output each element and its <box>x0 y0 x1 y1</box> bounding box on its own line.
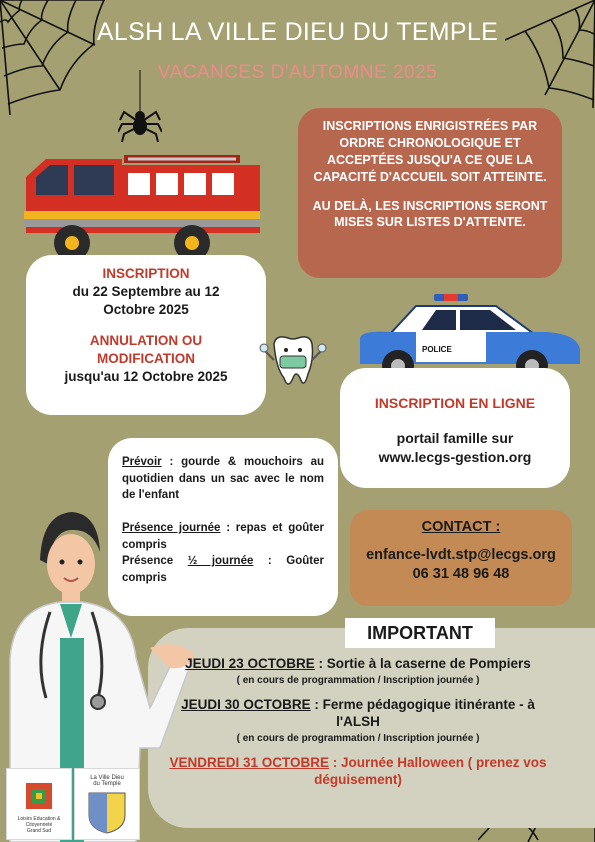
contact-heading: CONTACT : <box>421 519 501 535</box>
town-logo <box>74 768 140 840</box>
event-date: JEUDI 30 OCTOBRE <box>181 696 311 712</box>
page-title: ALSH LA VILLE DIEU DU TEMPLE <box>96 18 499 46</box>
half-day-text: : Goûter compris <box>122 555 324 585</box>
events-list <box>168 655 548 789</box>
event-date: VENDREDI 31 OCTOBRE <box>169 754 329 770</box>
page-subtitle: VACANCES D'AUTOMNE 2025 <box>157 62 438 83</box>
fire-truck-illustration <box>24 155 264 265</box>
online-line-1: portail famille sur <box>396 429 514 446</box>
rules-paragraph-2: AU DELÀ, LES INSCRIPTIONS SERONT MISES SUR LISTES D'ATTENTE. <box>312 198 548 230</box>
half-day-label-a: Présence <box>122 555 188 568</box>
full-day-text: : repas et goûter compris <box>122 522 324 551</box>
half-day-label-b: ½ journée <box>187 555 254 568</box>
dates-card <box>26 255 266 415</box>
town-logo-text: La Ville Dieu <box>90 775 124 781</box>
lecgs-logo <box>6 768 72 840</box>
town-crest-icon <box>87 791 127 835</box>
provide-text: : gourde & mouchoirs au quotidien dans un sac avec le nom de l'enfant <box>122 456 324 502</box>
online-registration-card <box>340 368 570 488</box>
lecgs-emblem-icon <box>24 781 54 811</box>
event-desc: : Journée Halloween ( prenez vos déguisement) <box>314 754 547 788</box>
contact-email[interactable]: enfance-lvdt.stp@lecgs.org <box>366 546 556 563</box>
lecgs-logo-text: Loisirs Education & Citoyenneté <box>17 816 61 828</box>
online-url[interactable]: www.lecgs-gestion.org <box>378 448 532 465</box>
event-note: ( en cours de programmation / Inscription journée ) <box>236 674 480 686</box>
rules-paragraph-1: INSCRIPTIONS ENRIGISTRÉES PAR ORDRE CHRONOLOGIQUE ET ACCEPTÉES JUSQU'A CE QUE LA CAPACITÉ D'ACCUEIL SOIT ATTEINTE. <box>313 119 547 184</box>
online-heading: INSCRIPTION EN LIGNE <box>374 395 536 411</box>
inscription-dates: du 22 Septembre au 12 Octobre 2025 <box>72 284 220 318</box>
event-date: JEUDI 23 OCTOBRE <box>185 656 315 671</box>
contact-phone[interactable]: 06 31 48 96 48 <box>412 566 510 583</box>
event-item <box>168 754 548 789</box>
event-desc: : Ferme pédagogique itinérante - à l'ALSH <box>310 696 535 730</box>
lecgs-logo-subtext: Grand Sud <box>26 828 52 834</box>
svg-text:POLICE: POLICE <box>422 345 452 354</box>
contact-card <box>350 510 572 606</box>
event-item <box>168 655 548 686</box>
spider-web-top-right <box>505 0 595 110</box>
important-label: IMPORTANT <box>345 618 495 648</box>
event-note: ( en cours de programmation / Inscription journée ) <box>236 732 480 744</box>
event-desc: : Sortie à la caserne de Pompiers <box>314 656 531 671</box>
inscription-heading: INSCRIPTION <box>102 266 190 281</box>
town-logo-subtext: du Temple <box>93 781 121 787</box>
tooth-mascot-illustration <box>258 330 328 396</box>
full-day-label: Présence journée <box>122 522 221 535</box>
registration-rules-card <box>298 108 562 278</box>
cancel-heading: ANNULATION OU MODIFICATION <box>89 332 203 366</box>
event-item <box>168 696 548 744</box>
cancel-deadline: jusqu'au 12 Octobre 2025 <box>64 369 228 385</box>
provide-label: Prévoir <box>122 456 162 468</box>
